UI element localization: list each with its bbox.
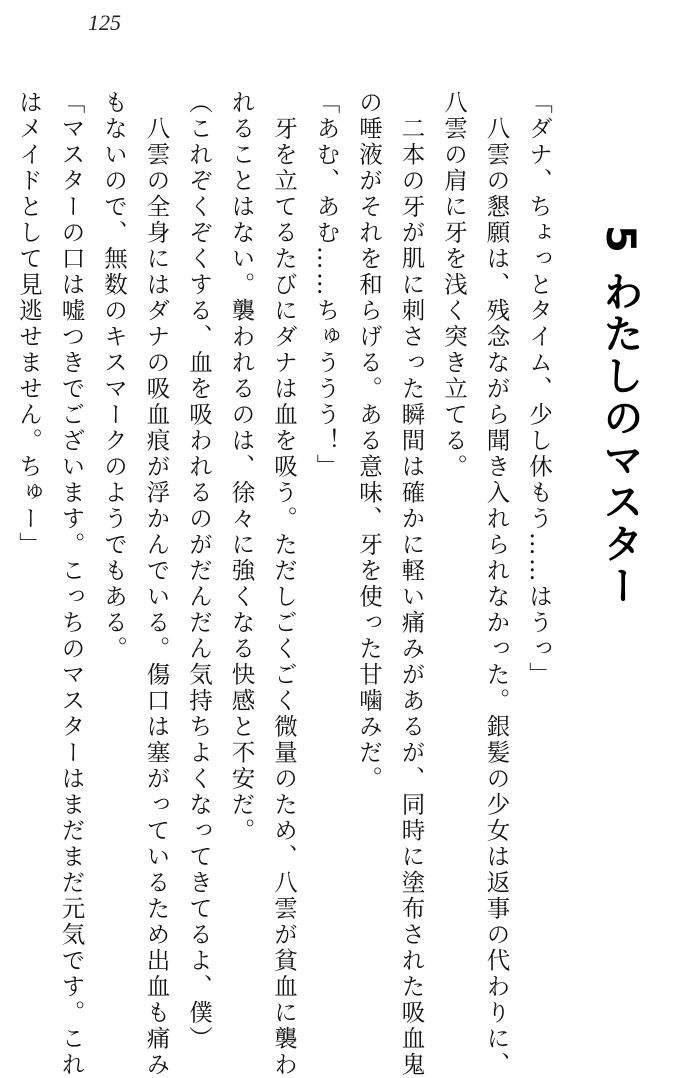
text-line: もないので、無数のキスマークのようでもある。 [100, 90, 128, 662]
text-line: （これぞくぞくする、血を吸われるのがだんだん気持ちよくなってきてるよ、僕） [185, 90, 213, 1052]
text-line: の唾液がそれを和らげる。ある意味、牙を使った甘噛みだ。 [355, 90, 383, 792]
chapter-title: 5 わたしのマスター [597, 225, 643, 607]
text-line: 牙を立てるたびにダナは血を吸う。ただしごくごく微量のため、八雲が貧血に襲わ [270, 90, 298, 1078]
text-line: 八雲の肩に牙を浅く突き立てる。 [440, 90, 468, 480]
page-number: 125 [88, 10, 121, 35]
text-line: 八雲の懇願は、残念ながら聞き入れられなかった。銀髪の少女は返事の代わりに、 [482, 90, 511, 1078]
text-line [0, 90, 8, 1040]
text-line: 「マスターの口は嘘つきでございます。こっちのマスターはまだまだ元気です。これ [57, 90, 86, 1078]
text-line: 八雲の全身にはダナの吸血痕が浮かんでいる。傷口は塞がっているため出血も痛み [142, 90, 171, 1078]
text-line: 「ダナ、ちょっとタイム、少し休もう……はうっ」 [525, 90, 553, 688]
text-line: はメイドとして見逃せません。ちゅー」 [15, 90, 43, 558]
body-text [15, 90, 560, 1078]
text-line: れることはない。襲われるのは、徐々に強くなる快感と不安だ。 [227, 90, 256, 844]
text-line: 二本の牙が肌に刺さった瞬間は確かに軽い痛みがあるが、同時に塗布された吸血鬼 [397, 90, 426, 1078]
text-line: 「あむ、あむ……ちゅううう！」 [312, 90, 341, 480]
